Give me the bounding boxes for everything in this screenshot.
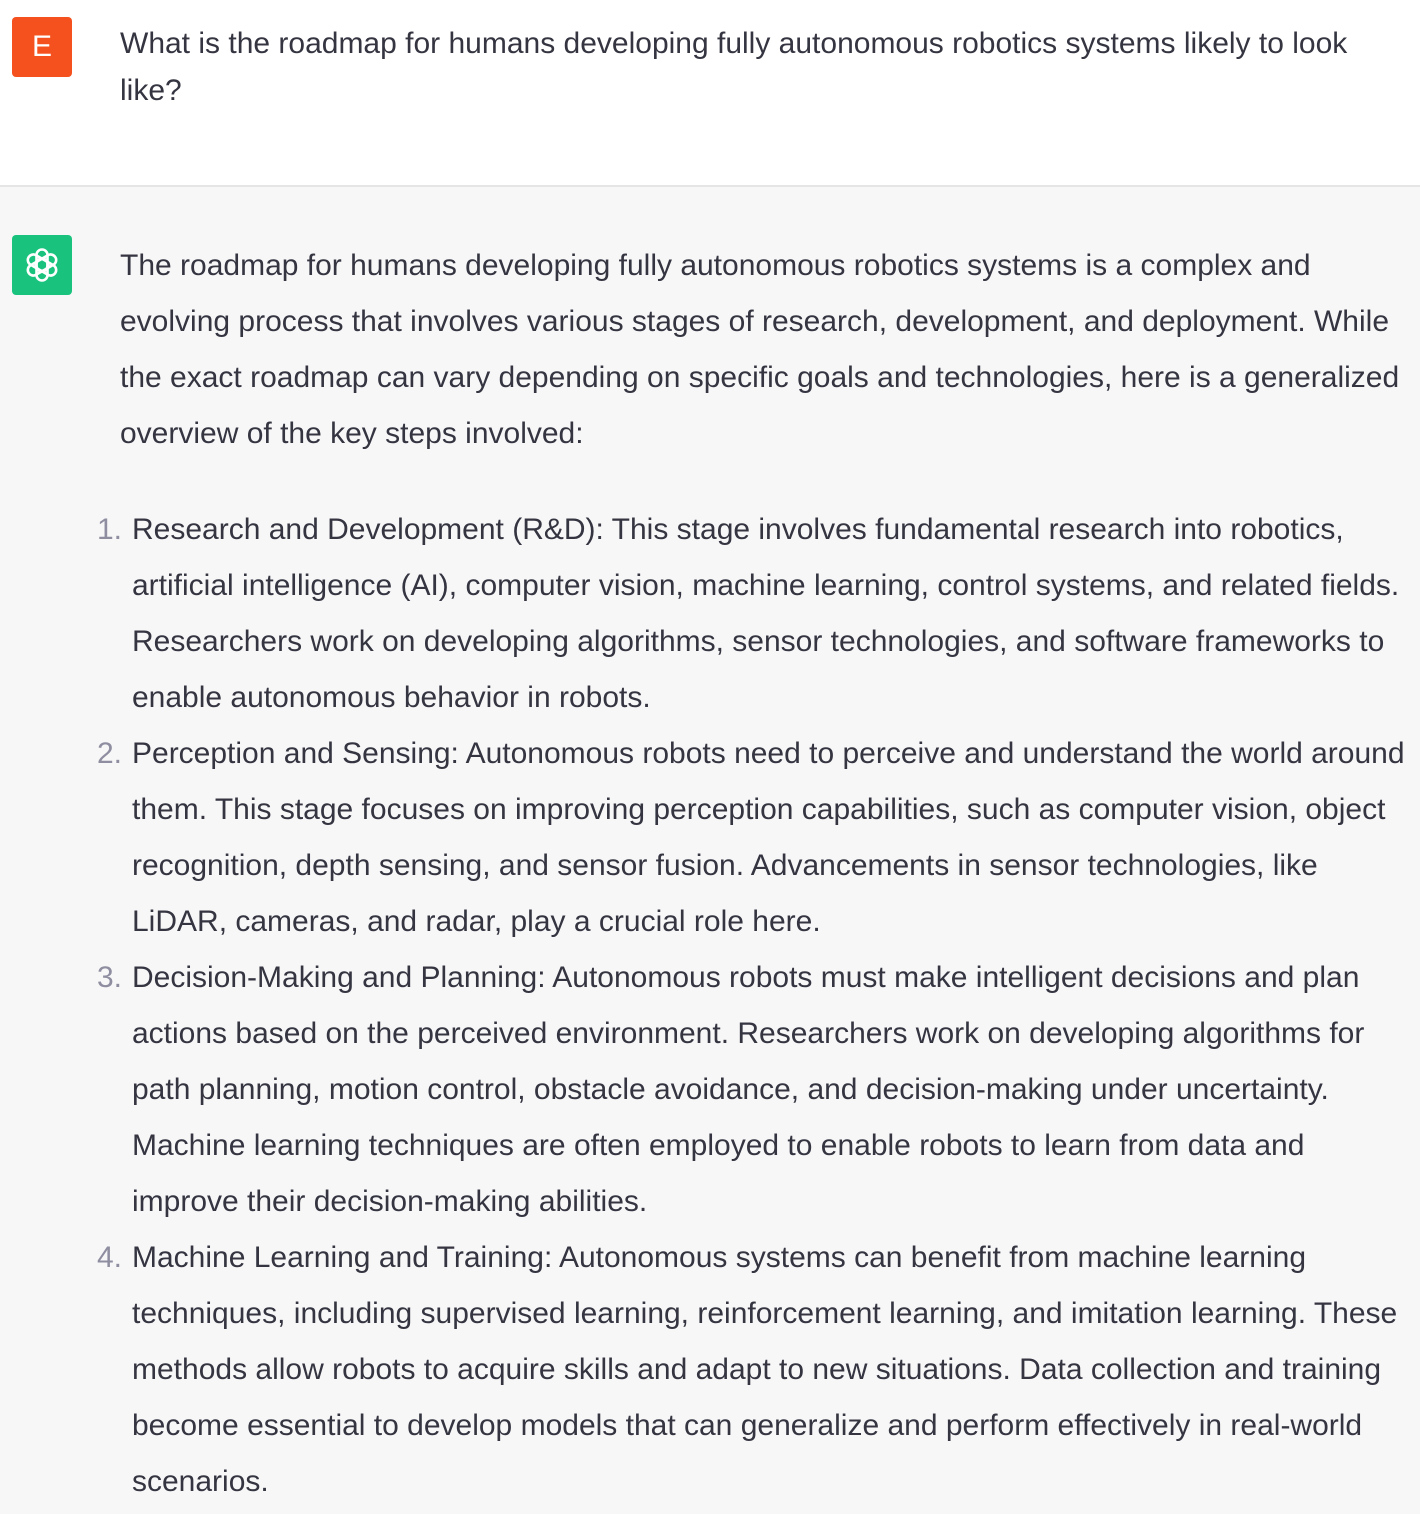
list-item-text: Machine Learning and Training: Autonomous systems can benefit from machine learning techniques, including supervised learning, reinforcement learning, and imitation learning. These methods allow robots to acquire skills and adapt to new situations. Data collection and training become essential to develop models that can generalize and perform effectively in real-world scenarios. [132,1241,1398,1498]
list-item-text: Perception and Sensing: Autonomous robots need to perceive and understand the world around them. This stage focuses on improving perception capabilities, such as computer vision, object recognition, depth sensing, and sensor fusion. Advancements in sensor technologies, like LiDAR, cameras, and radar, play a crucial role here. [132,737,1405,938]
list-item-text: Decision-Making and Planning: Autonomous robots must make intelligent decisions and plan actions based on the perceived environment. Researchers work on developing algorithms for path planning, motion control, obstacle avoidance, and decision-making under uncertainty. Machine learning techniques are often employed to enable robots to learn from data and improve their decision-making abilities. [132,961,1365,1218]
list-item-text: Research and Development (R&D): This stage involves fundamental research into robotics, artificial intelligence (AI), computer vision, machine learning, control systems, and related fields. Researchers work on developing algorithms, sensor technologies, and software frameworks to enable autonomous behavior in robots. [132,513,1400,714]
list-item [88,726,1418,950]
list-item-number: 3. [96,961,122,994]
list-item [88,502,1418,726]
openai-logo-icon [20,243,64,287]
list-item [88,950,1418,1230]
list-item-number: 2. [96,737,122,770]
roadmap-steps-list [88,502,1418,1510]
assistant-intro-text: The roadmap for humans developing fully autonomous robotics systems is a complex and evolving process that involves various stages of research, development, and deployment. While the exact roadmap can vary depending on specific goals and technologies, here is a generalized overview of the key steps involved: [120,249,1400,450]
user-avatar: E [12,17,72,77]
assistant-message-row [0,187,1420,1514]
list-item-number: 4. [96,1241,122,1274]
user-message-text: What is the roadmap for humans developing fully autonomous robotics systems likely to look like? [120,27,1348,107]
list-item [88,1230,1418,1510]
user-message-row [0,0,1420,187]
assistant-avatar [12,235,72,295]
list-item-number: 1. [96,513,122,546]
